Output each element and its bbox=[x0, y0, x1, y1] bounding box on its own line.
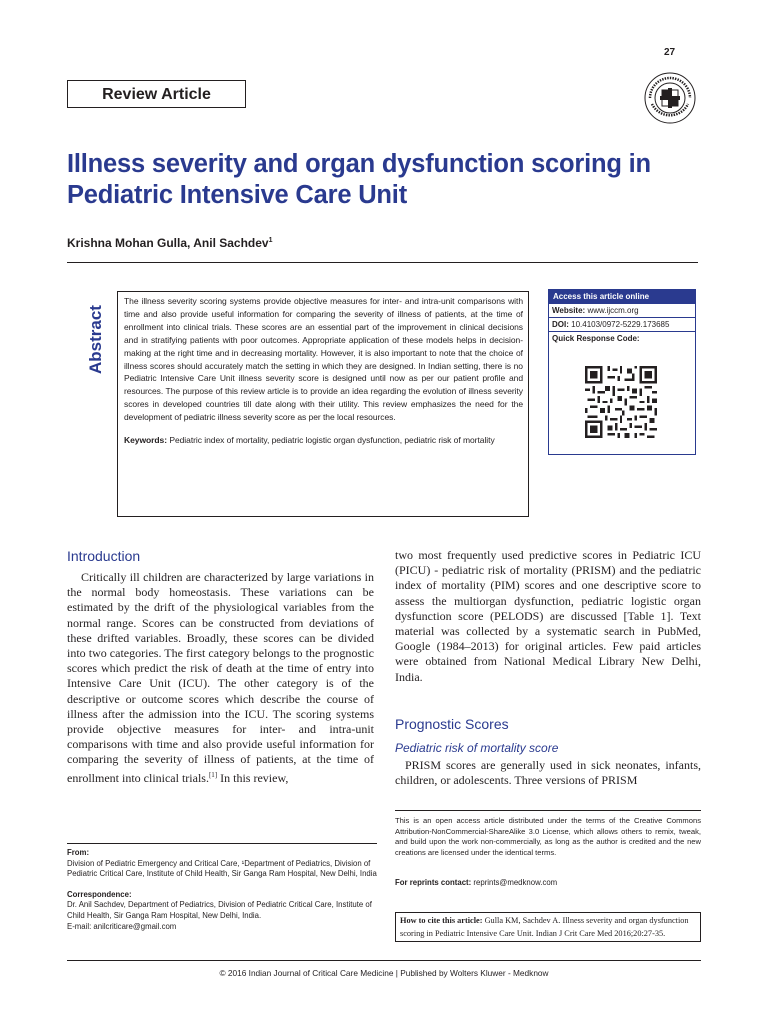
access-qr-row bbox=[549, 332, 695, 345]
keywords bbox=[124, 434, 523, 447]
citation-box bbox=[395, 912, 701, 942]
affiliation-block bbox=[67, 848, 377, 932]
abstract-text: The illness severity scoring systems provide objective measures for inter- and intra-unit comparisons with time and also provide useful information for comparing the severity of illness of patients, at the time of enrollment into clinical trials. These scores are an essential part of the improvement in clinical decisions and in stratifying patients with poor outcomes. Appropriate application of these models helps in decision-making at the right time and in decreasing mortality. However, it is also important to note that the choice of illness scores should accurately match the setting in which they are designed. In Indian setting, there is no Pediatric Intensive Care Unit illness severity score is designed until now as per our patient profile and resources. The purpose of this review article is to provide an idea regarding the evolution of illness severity scores in developed countries till date along with their utility. This review emphasizes the need for the development of pediatric illness severity score as per the local resources. bbox=[124, 296, 523, 423]
prognostic-scores-heading: Prognostic Scores bbox=[395, 716, 509, 732]
correspondence-email[interactable]: E-mail: anilcriticare@gmail.com bbox=[67, 921, 177, 931]
reprints-email[interactable]: reprints@medknow.com bbox=[473, 878, 558, 887]
citation-label: How to cite this article: bbox=[400, 916, 483, 925]
introduction-tail: In this review, bbox=[217, 770, 289, 785]
author-affiliation-mark: 1 bbox=[268, 237, 273, 244]
qr-label: Quick Response Code: bbox=[552, 334, 640, 343]
title-line-1: Illness severity and organ dysfunction scoring in bbox=[67, 150, 651, 178]
correspondence-label: Correspondence: bbox=[67, 889, 132, 899]
authors bbox=[67, 236, 273, 250]
introduction-ref[interactable]: [1] bbox=[208, 770, 218, 779]
affiliation-divider bbox=[67, 843, 377, 844]
keywords-text: Pediatric index of mortality, pediatric logistic organ dysfunction, pediatric risk of mortality bbox=[169, 435, 495, 446]
society-logo bbox=[644, 72, 696, 124]
column2-text: two most frequently used predictive scores in Pediatric ICU (PICU) - pediatric risk of mortality (PRISM) and the pediatric index of mortality (PIM) scores and one descriptive score to assess the multiorgan dysfunction, pediatric logistic organ dysfunction score (PELODS) are discussed [Table 1]. Text material was collected by a systematic search in PubMed, Google (1984–2013) for original articles. Few paid articles were obtained from National Medical Library New Delhi, India. bbox=[395, 548, 701, 684]
keywords-label: Keywords: bbox=[124, 435, 168, 446]
reprints-contact bbox=[395, 878, 557, 887]
doi-label: DOI: bbox=[552, 320, 569, 329]
introduction-body: Critically ill children are characterized by large variations in the normal body homeostasis. These variations can be estimated by the drift of the physiological variables from the normal range. Scores can be constructed from deviations of these drifted variables. Broadly, these scores can be divided into two categories. The first category belongs to the prognostic scores which predict the risk of death at the time of entry into Intensive Care Unit (ICU). The other category is of the descriptive or outcome scores which describe the course of illness after the admission into the ICU. The scoring systems provide objective measures for inter- and intra-unit comparisons with time and also provide useful information for comparing the severity of illness of patients, at the time of enrollment into clinical trials. bbox=[67, 570, 374, 785]
prism-text: PRISM scores are generally used in sick neonates, infants, children, or adolescents. Three versions of PRISM bbox=[395, 758, 701, 788]
access-doi-row bbox=[549, 318, 695, 332]
website-link[interactable]: www.ijccm.org bbox=[587, 306, 639, 315]
from-text: Division of Pediatric Emergency and Critical Care, ¹Department of Pediatrics, Division of Pediatric Critical Care, Institute of Child Health, Sir Ganga Ram Hospital, New Delhi, India bbox=[67, 858, 377, 879]
reprints-label: For reprints contact: bbox=[395, 878, 472, 887]
license-note: This is an open access article distributed under the terms of the Creative Commons Attribution-NonCommercial-ShareAlike 3.0 License, which allows others to remix, tweak, and build upon the work non-commercially, as long as the author is credited and the new creations are licensed under the identical terms. bbox=[395, 816, 701, 858]
title-line-2: Pediatric Intensive Care Unit bbox=[67, 181, 407, 209]
prism-heading: Pediatric risk of mortality score bbox=[395, 741, 559, 755]
from-label: From: bbox=[67, 848, 90, 857]
citation-text: Gulla KM, Sachdev A. Illness severity and organ dysfunction scoring in Pediatric Intensive Care Unit. Indian J Crit Care Med 2016;20:27-35. bbox=[400, 916, 689, 938]
introduction-heading: Introduction bbox=[67, 548, 141, 564]
abstract-box bbox=[117, 291, 529, 517]
website-label: Website: bbox=[552, 306, 586, 315]
license-divider bbox=[395, 810, 701, 811]
article-title bbox=[67, 149, 707, 211]
footer-divider bbox=[67, 960, 701, 961]
page-footer: © 2016 Indian Journal of Critical Care Medicine | Published by Wolters Kluwer - Medknow bbox=[219, 968, 549, 978]
access-website-row bbox=[549, 304, 695, 318]
correspondence-text: Dr. Anil Sachdev, Department of Pediatrics, Division of Pediatric Critical Care, Institute of Child Health, Sir Ganga Ram Hospital, New Delhi, India. bbox=[67, 900, 372, 920]
page-number: 27 bbox=[664, 47, 676, 58]
article-type-label: Review Article bbox=[67, 80, 246, 108]
doi-link[interactable]: 10.4103/0972-5229.173685 bbox=[571, 320, 670, 329]
introduction-text bbox=[67, 570, 374, 786]
authors-divider bbox=[67, 262, 698, 263]
qr-code-icon[interactable] bbox=[585, 366, 657, 438]
access-header: Access this article online bbox=[549, 290, 695, 304]
abstract-label-text: Abstract bbox=[86, 305, 105, 374]
author-names: Krishna Mohan Gulla, Anil Sachdev bbox=[67, 236, 269, 250]
